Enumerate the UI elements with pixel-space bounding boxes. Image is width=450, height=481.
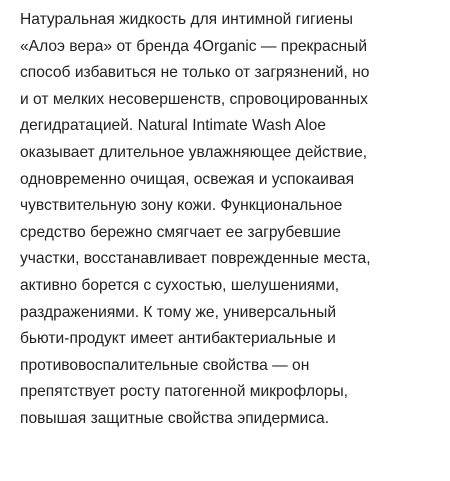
description-line: раздражениями. К тому же, универсальный — [20, 303, 337, 321]
description-line: активно борется с сухостью, шелушениями, — [20, 276, 340, 294]
description-line: противовоспалительные свойства — он — [20, 356, 310, 374]
description-line: дегидратацией. Natural Intimate Wash Aloe — [20, 117, 326, 135]
description-line: чувствительную зону кожи. Функциональное — [20, 197, 343, 215]
description-line: бьюти-продукт имеет антибактериальные и — [20, 330, 336, 348]
description-line: Натуральная жидкость для интимной гигиены — [20, 11, 353, 28]
description-line: оказывает длительное увлажняющее действие, — [20, 143, 368, 161]
description-line: и от мелких несовершенств, спровоцированных — [20, 90, 368, 108]
description-line: участки, восстанавливает поврежденные места, — [20, 250, 371, 268]
description-line: «Алоэ вера» от бренда 4Organic — прекрасный — [20, 37, 368, 55]
description-line: средство бережно смягчает ее загрубевшие — [20, 223, 341, 241]
description-line: одновременно очищая, освежая и успокаивая — [20, 170, 355, 188]
description-line: препятствует росту патогенной микрофлоры, — [20, 383, 348, 401]
description-line: способ избавиться не только от загрязнений, но — [20, 64, 370, 82]
description-line: повышая защитные свойства эпидермиса. — [20, 409, 330, 427]
product-description — [20, 7, 440, 433]
